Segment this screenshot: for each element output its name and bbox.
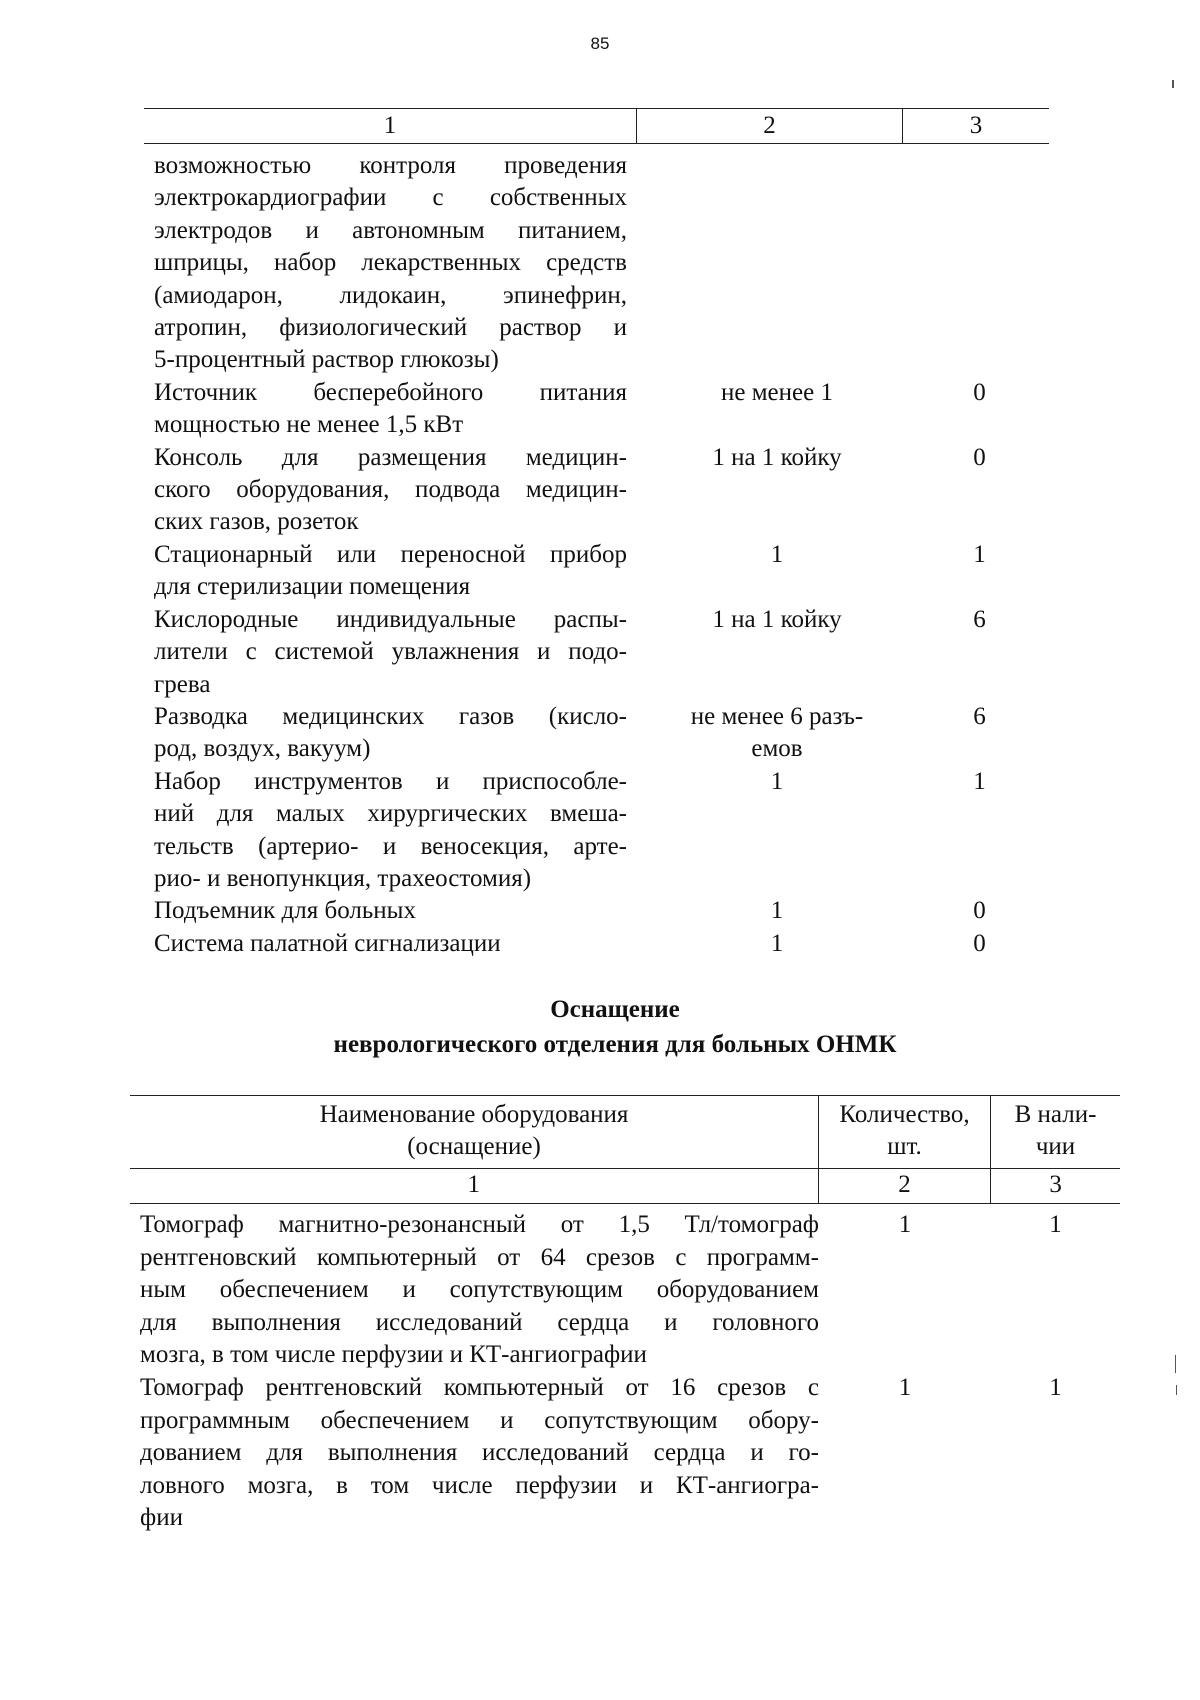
table1-equipment-name-line: для стерилизации помещения [154,573,471,601]
table2-header-qty: Количество, шт. [819,1096,991,1168]
table1-equipment-name-line: Стационарный или переносной прибор [154,540,627,568]
table1-equipment-name-line: ний для малых хирургических вмеша- [154,800,627,828]
table1-equipment-name-line: род, воздух, вакуум) [154,735,371,763]
table2-quantity: 1 [898,1211,912,1238]
table1-equipment-name-line: шприцы, набор лекарственных средств [154,249,627,277]
table1-header [144,108,1049,144]
table1-available: 0 [973,378,986,406]
table2-equipment-name-line: ловного мозга, в том числе перфузии и КТ-ангиогра- [140,1471,819,1499]
table1-equipment-name [154,442,627,539]
table1-quantity: 1 [770,929,784,957]
table1-equipment-name-line: атропин, физиологический раствор и [154,314,627,342]
table1-equipment-name [154,604,627,701]
table2-equipment-name-line: рентгеновский компьютерный от 64 срезов с программ- [140,1243,819,1271]
table1-equipment-name-line: электрокардиографии с собственных [154,184,627,212]
table1-equipment-name-line: ского оборудования, подвода медицин- [154,476,627,504]
table2-header-avail: В нали- чии [1014,1101,1097,1160]
table1-equipment-name-line: (амиодарон, лидокаин, эпинефрин, [154,281,627,309]
table1-available: 6 [973,605,986,633]
table1-available: 6 [973,702,986,730]
table1-equipment-name-line: лители с системой увлажнения и подо- [154,638,627,666]
table2-row [130,1209,1120,1372]
table2-row [130,1372,1120,1535]
table1-equipment-name [154,928,627,960]
table2-equipment-name-line: мозга, в том числе перфузии и КТ-ангиографии [140,1341,647,1369]
table1-quantity: 1 на 1 койку [712,605,842,633]
table1-row [154,701,1049,766]
scan-mark [1176,1385,1177,1395]
table1-row [154,150,1049,377]
table1-equipment-name-line: мощностью не менее 1,5 кВт [154,411,464,439]
table1-row [154,377,1049,442]
table1-body [154,150,1049,960]
table1-available: 0 [973,443,986,471]
scan-mark [1172,80,1174,88]
table1-equipment-name-line: Система палатной сигнализации [154,929,501,957]
page-number: 85 [590,34,610,53]
table1-quantity: 1 [770,897,784,925]
table1-row [154,442,1049,539]
table2-num-1: 1 [130,1169,819,1203]
table1-available: 1 [973,540,986,568]
table1-equipment-name-line: грева [154,670,211,698]
table2 [130,1095,1120,1535]
section-heading [0,992,1200,1062]
table2-header-name: Наименование оборудования (оснащение) [130,1096,819,1168]
table1-equipment-name-line: рио- и венопункция, трахеостомия) [154,864,532,892]
table1-header-col1: 1 [144,109,637,143]
table2-num-2: 2 [819,1169,992,1203]
table1-equipment-name-line: тельств (артерио- и веносекция, арте- [154,832,627,860]
table2-equipment-name-line: Томограф рентгеновский компьютерный от 16 срезов с [140,1373,819,1401]
table1-equipment-name-line: Набор инструментов и приспособле- [154,767,627,795]
table1-available: 0 [973,897,986,925]
table2-quantity: 1 [898,1373,912,1401]
table2-equipment-name-line: программным обеспечением и сопутствующим обору- [140,1406,819,1434]
table1-row [154,539,1049,604]
table1-row [154,895,1049,927]
table1-quantity: 1 на 1 койку [712,443,842,471]
table1-equipment-name-line: Подъемник для больных [154,897,416,925]
table1-available: 1 [973,767,986,795]
table2-equipment-name-line: Томограф магнитно-резонансный от 1,5 Тл/томограф [140,1211,819,1238]
table1-available: 0 [973,929,986,957]
table2-equipment-name-line: для выполнения исследований сердца и головного [140,1308,819,1336]
table1-equipment-name-line: Консоль для размещения медицин- [154,443,627,471]
table1-row [154,928,1049,960]
table1-equipment-name-line: Разводка медицинских газов (кисло- [154,702,627,730]
table1-equipment-name [154,701,627,766]
table2-num-3: 3 [1049,1171,1062,1198]
table1-equipment-name [154,377,627,442]
table1-equipment-name-line: ских газов, розеток [154,508,359,536]
section-heading-line1: Оснащение [550,996,680,1023]
table1-row [154,604,1049,701]
table2-available: 1 [1049,1373,1062,1401]
table2-body [130,1204,1120,1535]
scan-mark [1175,1355,1176,1373]
table1-equipment-name-line: возможностью контроля проведения [154,152,627,179]
table1-equipment-name-line: 5-процентный раствор глюкозы) [154,346,499,374]
table1-header-col3: 3 [969,112,983,139]
table2-equipment-name-line: дованием для выполнения исследований сердца и го- [140,1439,819,1467]
table1-quantity: не менее 6 разъ- емов [690,702,864,763]
table1-available [927,150,1032,377]
table2-available: 1 [1049,1211,1062,1238]
table2-equipment-name [130,1372,819,1535]
table1-quantity: 1 [770,767,784,795]
table2-equipment-name-line: ным обеспечением и сопутствующим оборудованием [140,1276,819,1304]
table1-quantity: 1 [770,540,784,568]
table1-quantity: не менее 1 [721,378,833,406]
table1-equipment-name-line: электродов и автономным питанием, [154,216,627,244]
table1-equipment-name [154,150,627,377]
table2-equipment-name-line: фии [140,1504,183,1532]
table1-equipment-name [154,895,627,927]
table2-column-numbers [130,1169,1120,1204]
table1-equipment-name [154,539,627,604]
table1-quantity [627,150,927,377]
table1-equipment-name-line: Кислородные индивидуальные распы- [154,605,627,633]
table2-header [130,1095,1120,1169]
table2-equipment-name [130,1209,819,1372]
section-heading-line2: неврологического отделения для больных ОНМК [333,1031,897,1058]
table1-header-col2: 2 [637,109,903,143]
table1-equipment-name [154,766,627,896]
table1-equipment-name-line: Источник бесперебойного питания [154,378,627,406]
table1-row [154,766,1049,896]
